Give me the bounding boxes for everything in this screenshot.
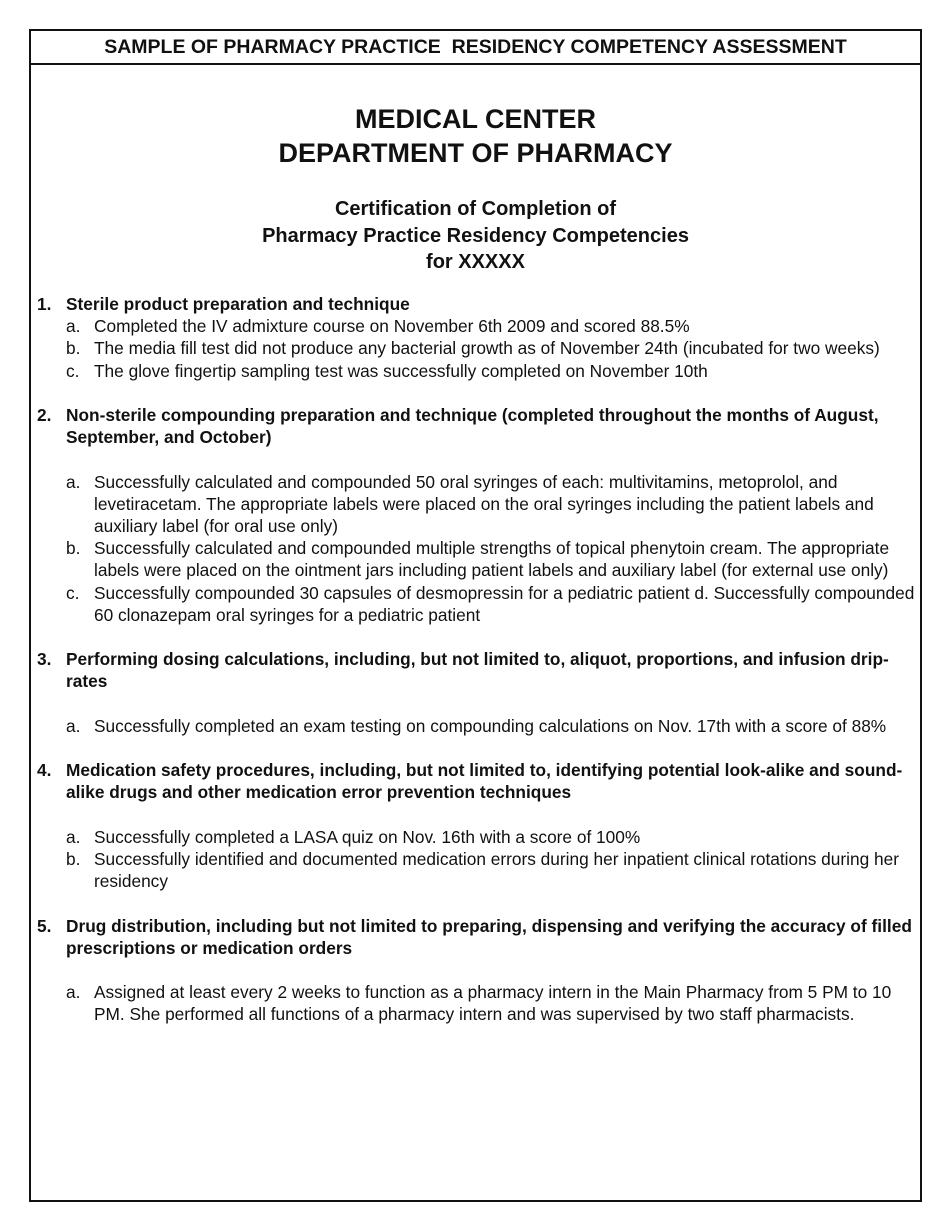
item-letter: b. — [66, 538, 81, 559]
competency-section-2 — [37, 404, 917, 626]
item-letter: b. — [66, 848, 81, 869]
item-letter: c. — [66, 582, 80, 603]
section-number: 3. — [37, 649, 52, 670]
section-heading: Drug distribution, including but not limited to preparing, dispensing and verifying the accuracy of filled prescriptions or medication orders — [66, 915, 912, 958]
list-item — [66, 715, 917, 737]
section-heading: Medication safety procedures, including, but not limited to, identifying potential look-alike and sound-alike drugs and other medication error prevention techniques — [66, 760, 903, 803]
department-name: DEPARTMENT OF PHARMACY — [278, 138, 673, 168]
section-heading: Sterile product preparation and technique — [66, 294, 410, 314]
item-text: Successfully completed a LASA quiz on Nov. 16th with a score of 100% — [94, 826, 641, 847]
item-letter: c. — [66, 360, 80, 381]
organization-heading — [31, 102, 920, 170]
certificate-line-3: for XXXXX — [426, 251, 525, 273]
section-items — [66, 315, 917, 382]
org-name: MEDICAL CENTER — [354, 104, 596, 134]
competency-list — [37, 293, 917, 1048]
item-text: Successfully identified and documented medication errors during her inpatient clinical rotations during her residency — [94, 848, 899, 892]
item-letter: a. — [66, 826, 81, 847]
list-item — [66, 315, 917, 337]
section-number: 1. — [37, 294, 52, 314]
banner-title: SAMPLE OF PHARMACY PRACTICE RESIDENCY COMPETENCY ASSESSMENT — [31, 31, 920, 65]
section-items — [66, 471, 917, 626]
list-item — [66, 537, 917, 581]
section-number: 4. — [37, 760, 52, 781]
document-frame — [29, 29, 922, 1202]
item-text: Completed the IV admixture course on November 6th 2009 and scored 88.5% — [94, 316, 690, 337]
competency-section-5 — [37, 915, 917, 1026]
list-item — [66, 471, 917, 538]
list-item — [66, 826, 917, 848]
section-items — [66, 715, 917, 737]
item-letter: a. — [66, 471, 81, 492]
item-text: Successfully compounded 30 capsules of desmopressin for a pediatric patient d. Successfully compounded 60 clonazepam oral syringes for a pediatric patient — [94, 582, 915, 625]
item-text: Successfully calculated and compounded multiple strengths of topical phenytoin cream. The appropriate labels were placed on the ointment jars including patient labels and auxiliary label (for external use only) — [94, 538, 890, 581]
list-item — [66, 582, 917, 626]
item-text: The media fill test did not produce any bacterial growth as of November 24th (incubated for two weeks) — [94, 338, 880, 359]
list-item — [66, 360, 917, 382]
item-text: The glove fingertip sampling test was successfully completed on November 10th — [94, 360, 708, 381]
section-number: 2. — [37, 405, 52, 425]
section-items — [66, 826, 917, 893]
item-text: Assigned at least every 2 weeks to function as a pharmacy intern in the Main Pharmacy from 5 PM to 10 PM. She performed all functions of a pharmacy intern and was supervised by two staff pharmacists. — [94, 982, 892, 1025]
item-letter: b. — [66, 338, 81, 359]
list-item — [66, 981, 917, 1025]
list-item — [66, 848, 917, 892]
item-letter: a. — [66, 715, 81, 736]
certificate-heading — [31, 196, 920, 276]
item-text: Successfully completed an exam testing on compounding calculations on Nov. 17th with a score of 88% — [94, 715, 887, 736]
section-items — [66, 981, 917, 1025]
list-item — [66, 337, 917, 359]
section-heading: Non-sterile compounding preparation and technique (completed throughout the months of August, September, and October) — [66, 405, 879, 448]
competency-section-4 — [37, 759, 917, 892]
item-letter: a. — [66, 316, 81, 337]
section-heading: Performing dosing calculations, including, but not limited to, aliquot, proportions, and infusion drip-rates — [66, 649, 889, 692]
competency-section-1 — [37, 293, 917, 382]
item-letter: a. — [66, 982, 81, 1003]
item-text: Successfully calculated and compounded 50 oral syringes of each: multivitamins, metoprolol, and levetiracetam. The appropriate labels were placed on the oral syringes including the patient labels and auxiliary label (for oral use only) — [94, 471, 874, 536]
certificate-line-2: Pharmacy Practice Residency Competencies — [262, 224, 689, 247]
section-number: 5. — [37, 915, 52, 936]
title-block — [31, 102, 920, 276]
competency-section-3 — [37, 648, 917, 737]
certificate-line-1: Certification of Completion of — [334, 198, 617, 220]
